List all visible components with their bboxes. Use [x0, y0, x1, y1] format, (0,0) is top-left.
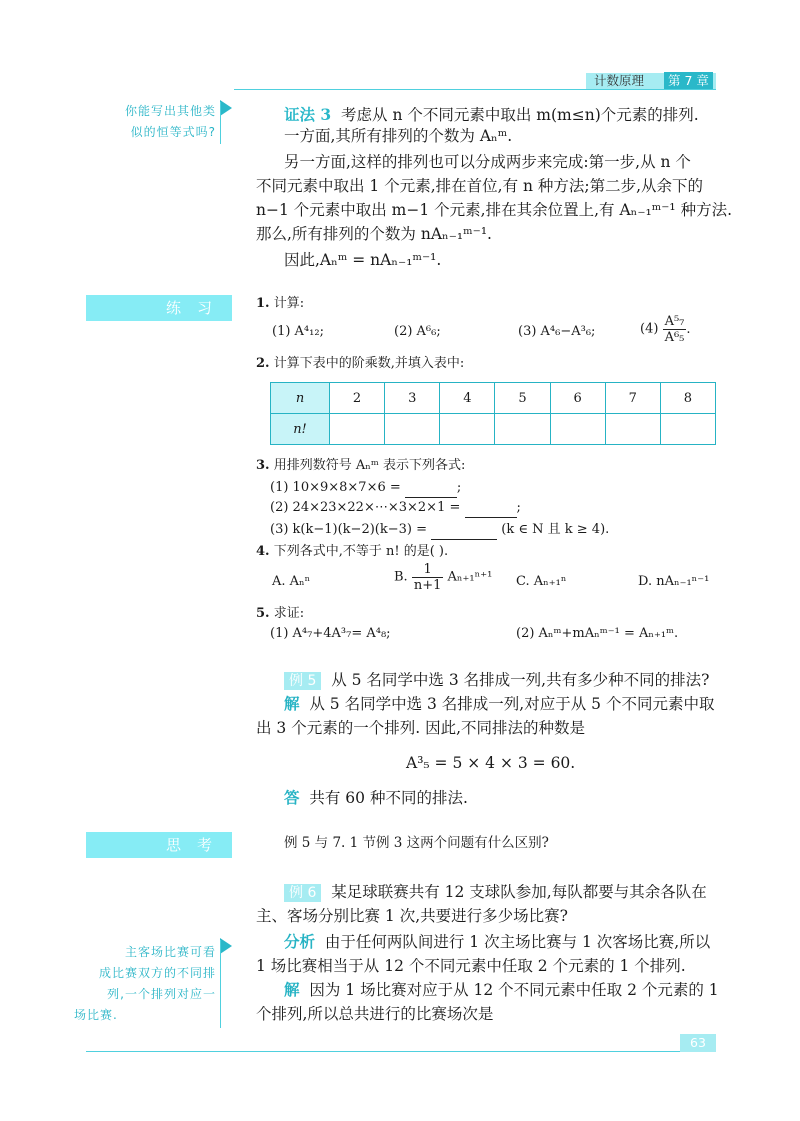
- q4: 4. 下列各式中,不等于 n! 的是( ).: [256, 544, 449, 559]
- q1-frac-num: A⁵₇: [664, 314, 685, 329]
- example5-formula: A³₅ = 5 × 4 × 3 = 60.: [406, 754, 576, 772]
- table-cell-empty[interactable]: [385, 414, 440, 445]
- q5-part-2: (2) Aₙᵐ+mAₙᵐ⁻¹ = Aₙ₊₁ᵐ.: [516, 626, 679, 641]
- table-cell-empty[interactable]: [660, 414, 715, 445]
- table-head-factorial: n!: [271, 414, 330, 445]
- proof-line-1: 证法 3 考虑从 n 个不同元素中取出 m(m≤n)个元素的排列.: [284, 105, 699, 124]
- table-cell-empty[interactable]: [495, 414, 550, 445]
- answer-blank[interactable]: [465, 503, 517, 518]
- proof-line-6: 那么,所有排列的个数为 nAₙ₋₁ᵐ⁻¹.: [256, 225, 492, 243]
- factorial-table: [270, 382, 716, 445]
- answer-blank[interactable]: [431, 525, 497, 540]
- q3: 3. 用排列数符号 Aₙᵐ 表示下列各式:: [256, 458, 466, 473]
- q3-part-1: (1) 10×9×8×7×6 = ;: [270, 478, 461, 498]
- margin-rule: [220, 102, 221, 144]
- example5-solution-1: 解 从 5 名同学中选 3 名排成一列,对应于从 5 个不同元素中取: [284, 695, 715, 713]
- q3-part-2: (2) 24×23×22×⋯×3×2×1 = ;: [270, 498, 521, 518]
- proof-line-3: 另一方面,这样的排列也可以分成两步来完成:第一步,从 n 个: [284, 153, 691, 171]
- q1-frac-den: A⁶₅: [664, 330, 685, 345]
- q5-part-1: (1) A⁴₇+4A³₇= A⁴₈;: [270, 626, 391, 641]
- proof-label: 证法 3: [284, 105, 332, 124]
- table-cell: 2: [330, 383, 385, 414]
- q4-option-b: B. $\frac{1}{n+1}$ Aₙ₊₁ⁿ⁺¹: [394, 562, 493, 593]
- proof-line-7: 因此,Aₙᵐ = nAₙ₋₁ᵐ⁻¹.: [284, 251, 442, 269]
- example6-line-1: 例 6 某足球联赛共有 12 支球队参加,每队都要与其余各队在: [284, 882, 707, 903]
- example5-answer: 答 共有 60 种不同的排法.: [284, 789, 468, 807]
- proof-line-4: 不同元素中取出 1 个元素,排在首位,有 n 种方法;第二步,从余下的: [256, 177, 704, 195]
- table-cell: 8: [660, 383, 715, 414]
- example6-solution-1: 解 因为 1 场比赛对应于从 12 个不同元素中任取 2 个元素的 1: [284, 981, 719, 999]
- margin-note-1: 你能写出其他类 似的恒等式吗?: [124, 104, 216, 139]
- table-cell-empty[interactable]: [605, 414, 660, 445]
- table-cell-empty[interactable]: [550, 414, 605, 445]
- proof-line-5: n−1 个元素中取出 m−1 个元素,排在其余位置上,有 Aₙ₋₁ᵐ⁻¹ 种方法.: [256, 201, 732, 219]
- table-cell: 6: [550, 383, 605, 414]
- table-row: [271, 414, 716, 445]
- margin-rule: [220, 940, 221, 1028]
- header-chapter: 计数原理: [594, 73, 645, 88]
- q3-part-3: (3) k(k−1)(k−2)(k−3) = (k ∈ N 且 k ≥ 4).: [270, 520, 609, 540]
- q1-option-2: (2) A⁶₆;: [394, 324, 441, 339]
- example6-tag: 例 6: [284, 884, 321, 902]
- q1-option-4: (4) $\frac{\text{A⁵₇}}{\text{A⁶₅}}$ .: [640, 314, 691, 345]
- table-head-n: n: [271, 383, 330, 414]
- table-cell: 3: [385, 383, 440, 414]
- header-chapter-no: 第 7 章: [664, 72, 713, 90]
- table-cell-empty[interactable]: [440, 414, 495, 445]
- example5-tag: 例 5: [284, 672, 321, 690]
- footer-rule: [86, 1051, 716, 1052]
- q4-option-c: C. Aₙ₊₁ⁿ: [516, 574, 567, 589]
- q4-option-a: A. Aₙⁿ: [272, 574, 311, 589]
- table-cell: 7: [605, 383, 660, 414]
- q4-option-d: D. nAₙ₋₁ⁿ⁻¹: [638, 574, 710, 589]
- q2: 2. 计算下表中的阶乘数,并填入表中:: [256, 356, 465, 371]
- example6-line-2: 主、客场分别比赛 1 次,共要进行多少场比赛?: [256, 907, 568, 925]
- example5-question: 例 5 从 5 名同学中选 3 名排成一列,共有多少种不同的排法?: [284, 670, 709, 691]
- margin-note-2: 主客场比赛可看 成比赛双方的不同排 列,一个排列对应一 场比赛.: [74, 945, 216, 1022]
- q1-option-1: (1) A⁴₁₂;: [272, 324, 324, 339]
- example5-solution-2: 出 3 个元素的一个排列. 因此,不同排法的种数是: [256, 719, 585, 737]
- example6-solution-2: 个排列,所以总共进行的比赛场次是: [256, 1005, 494, 1023]
- answer-blank[interactable]: [405, 483, 457, 498]
- q1: 1. 计算:: [256, 296, 305, 311]
- note-pointer-icon: [220, 938, 232, 954]
- q5: 5. 求证:: [256, 606, 305, 621]
- table-cell-empty[interactable]: [330, 414, 385, 445]
- table-cell: 4: [440, 383, 495, 414]
- table-cell: 5: [495, 383, 550, 414]
- exercise-label: 练习: [86, 295, 232, 321]
- table-row: [271, 383, 716, 414]
- note-pointer-icon: [220, 100, 232, 116]
- q1-option-3: (3) A⁴₆−A³₆;: [518, 324, 596, 339]
- page-number: 63: [680, 1034, 716, 1052]
- think-label: 思考: [86, 832, 232, 858]
- proof-line-2: 一方面,其所有排列的个数为 Aₙᵐ.: [284, 127, 513, 145]
- header-rule: [234, 89, 716, 90]
- think-text: 例 5 与 7. 1 节例 3 这两个问题有什么区别?: [284, 835, 549, 851]
- example6-analysis-1: 分析 由于任何两队间进行 1 次主场比赛与 1 次客场比赛,所以: [284, 933, 711, 951]
- example6-analysis-2: 1 场比赛相当于从 12 个不同元素中任取 2 个元素的 1 个排列.: [256, 957, 686, 975]
